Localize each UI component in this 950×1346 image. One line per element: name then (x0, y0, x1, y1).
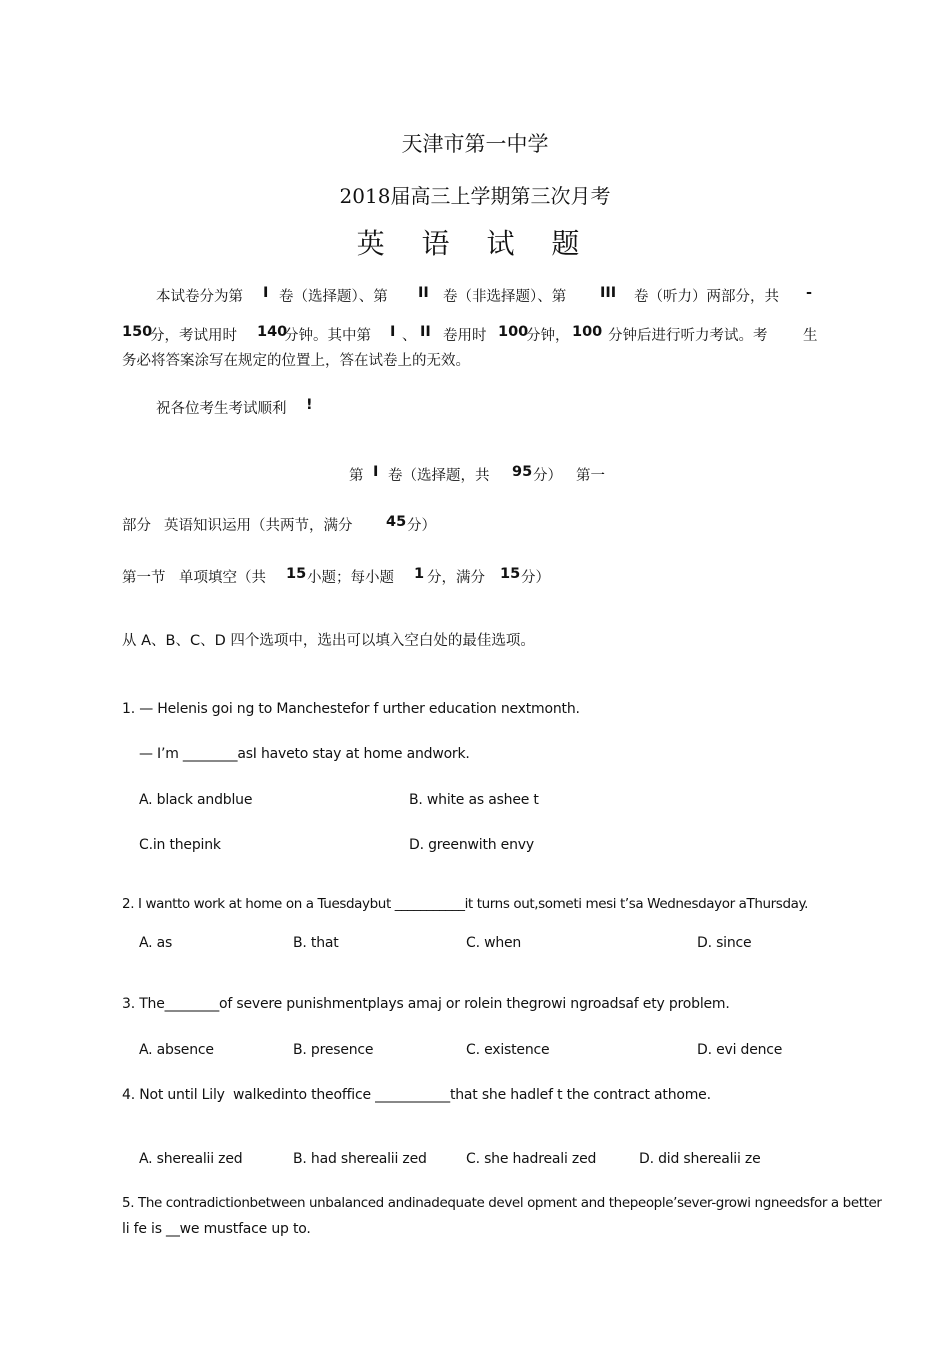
question-stem: 5. The contradictionbetween unbalanced andinadequate devel opment and thepeople’sever-growi ngneedsfor a better (122, 1195, 882, 1211)
intro-text: II (420, 324, 431, 340)
option-a: A. black andblue (139, 792, 253, 808)
option-d: D. greenwith envy (409, 837, 534, 853)
subsection-heading: 15 (286, 566, 307, 582)
intro-text: 生 (803, 328, 818, 344)
option-b: B. white as ashee t (409, 792, 539, 808)
option-d: D. since (697, 935, 752, 951)
intro-text: III (600, 285, 617, 301)
intro-text: 分钟后进行听力考试。考 (608, 328, 768, 344)
intro-text: II (418, 285, 429, 301)
subsection-heading: 分） (521, 570, 550, 586)
subsection-heading: 第一节 (122, 570, 166, 586)
intro-text: 卷（非选择题）、第 (443, 289, 567, 305)
wish-mark: ! (306, 397, 313, 413)
subsection-heading: 分，满分 (427, 570, 485, 586)
question-stem: 4. Not until Lily (122, 1087, 225, 1103)
option-b: B. presence (293, 1042, 374, 1058)
option-b: B. that (293, 935, 339, 951)
question-stem: 2. I wantto work at home on a Tuesdaybut ___________it turns out,someti mesi t’sa Wednesdayor aThursday. (122, 896, 809, 912)
intro-text: 140 (257, 324, 288, 340)
volume-heading: 95 (512, 464, 533, 480)
question-stem: — I’m ________asI haveto stay at home andwork. (139, 746, 470, 762)
volume-heading: 第 (349, 468, 364, 484)
part-heading: 部分 (122, 518, 151, 534)
intro-text: 150 (122, 324, 153, 340)
intro-text: I (263, 285, 269, 301)
option-c: C. when (466, 935, 522, 951)
option-c: C.in thepink (139, 837, 221, 853)
subsection-heading: 单项填空（共 (179, 570, 266, 586)
intro-text: 本试卷分为第 (156, 289, 243, 305)
intro-text: 卷（听力）两部分，共 (634, 289, 779, 305)
volume-heading: 分） (533, 468, 562, 484)
subsection-heading: 15 (500, 566, 521, 582)
intro-text: 分钟。其中第 (284, 328, 371, 344)
question-stem: li fe is __we mustface up to. (122, 1221, 311, 1237)
option-c: C. existence (466, 1042, 550, 1058)
option-c: C. she hadreali zed (466, 1151, 597, 1167)
intro-text: 100 (498, 324, 529, 340)
subsection-heading: 小题；每小题 (307, 570, 394, 586)
intro-text: 卷（选择题）、第 (279, 289, 388, 305)
question-stem: 1. — Helenis goi ng to Manchestefor f urther education nextmonth. (122, 701, 580, 717)
instruction-text: 从 A、B、C、D 四个选项中，选出可以填入空白处的最佳选项。 (122, 633, 535, 649)
school-title: 天津市第一中学 (401, 132, 549, 156)
subject-title: 英 语 试 题 (356, 227, 594, 260)
question-stem: 3. The________of severe punishmentplays amaj or rolein thegrowi ngroadsaf ety problem. (122, 996, 730, 1012)
intro-text: 分钟， (526, 328, 570, 344)
volume-heading: 卷（选择题，共 (388, 468, 490, 484)
exam-title: 2018届高三上学期第三次月考 (339, 184, 611, 208)
intro-text: 、 (402, 328, 417, 344)
intro-text: I (390, 324, 396, 340)
option-a: A. sherealii zed (139, 1151, 243, 1167)
intro-text: 卷用时 (443, 328, 487, 344)
wish-text: 祝各位考生考试顺利 (156, 401, 287, 417)
volume-heading: I (373, 464, 379, 480)
intro-text: - (806, 285, 813, 301)
intro-text: 务必将答案涂写在规定的位置上，答在试卷上的无效。 (122, 353, 470, 369)
option-a: A. as (139, 935, 173, 951)
option-d: D. evi dence (697, 1042, 783, 1058)
subsection-heading: 1 (414, 566, 425, 582)
part-heading: 分） (407, 518, 436, 534)
part-heading: 45 (386, 514, 407, 530)
part-heading: 英语知识运用（共两节，满分 (164, 518, 353, 534)
option-d: D. did sherealii ze (639, 1151, 761, 1167)
intro-text: 100 (572, 324, 603, 340)
option-a: A. absence (139, 1042, 214, 1058)
option-b: B. had sherealii zed (293, 1151, 427, 1167)
volume-heading: 第一 (576, 468, 605, 484)
question-stem: walkedinto theoffice ___________that she hadlef t the contract athome. (233, 1087, 711, 1103)
intro-text: 分，考试用时 (150, 328, 237, 344)
